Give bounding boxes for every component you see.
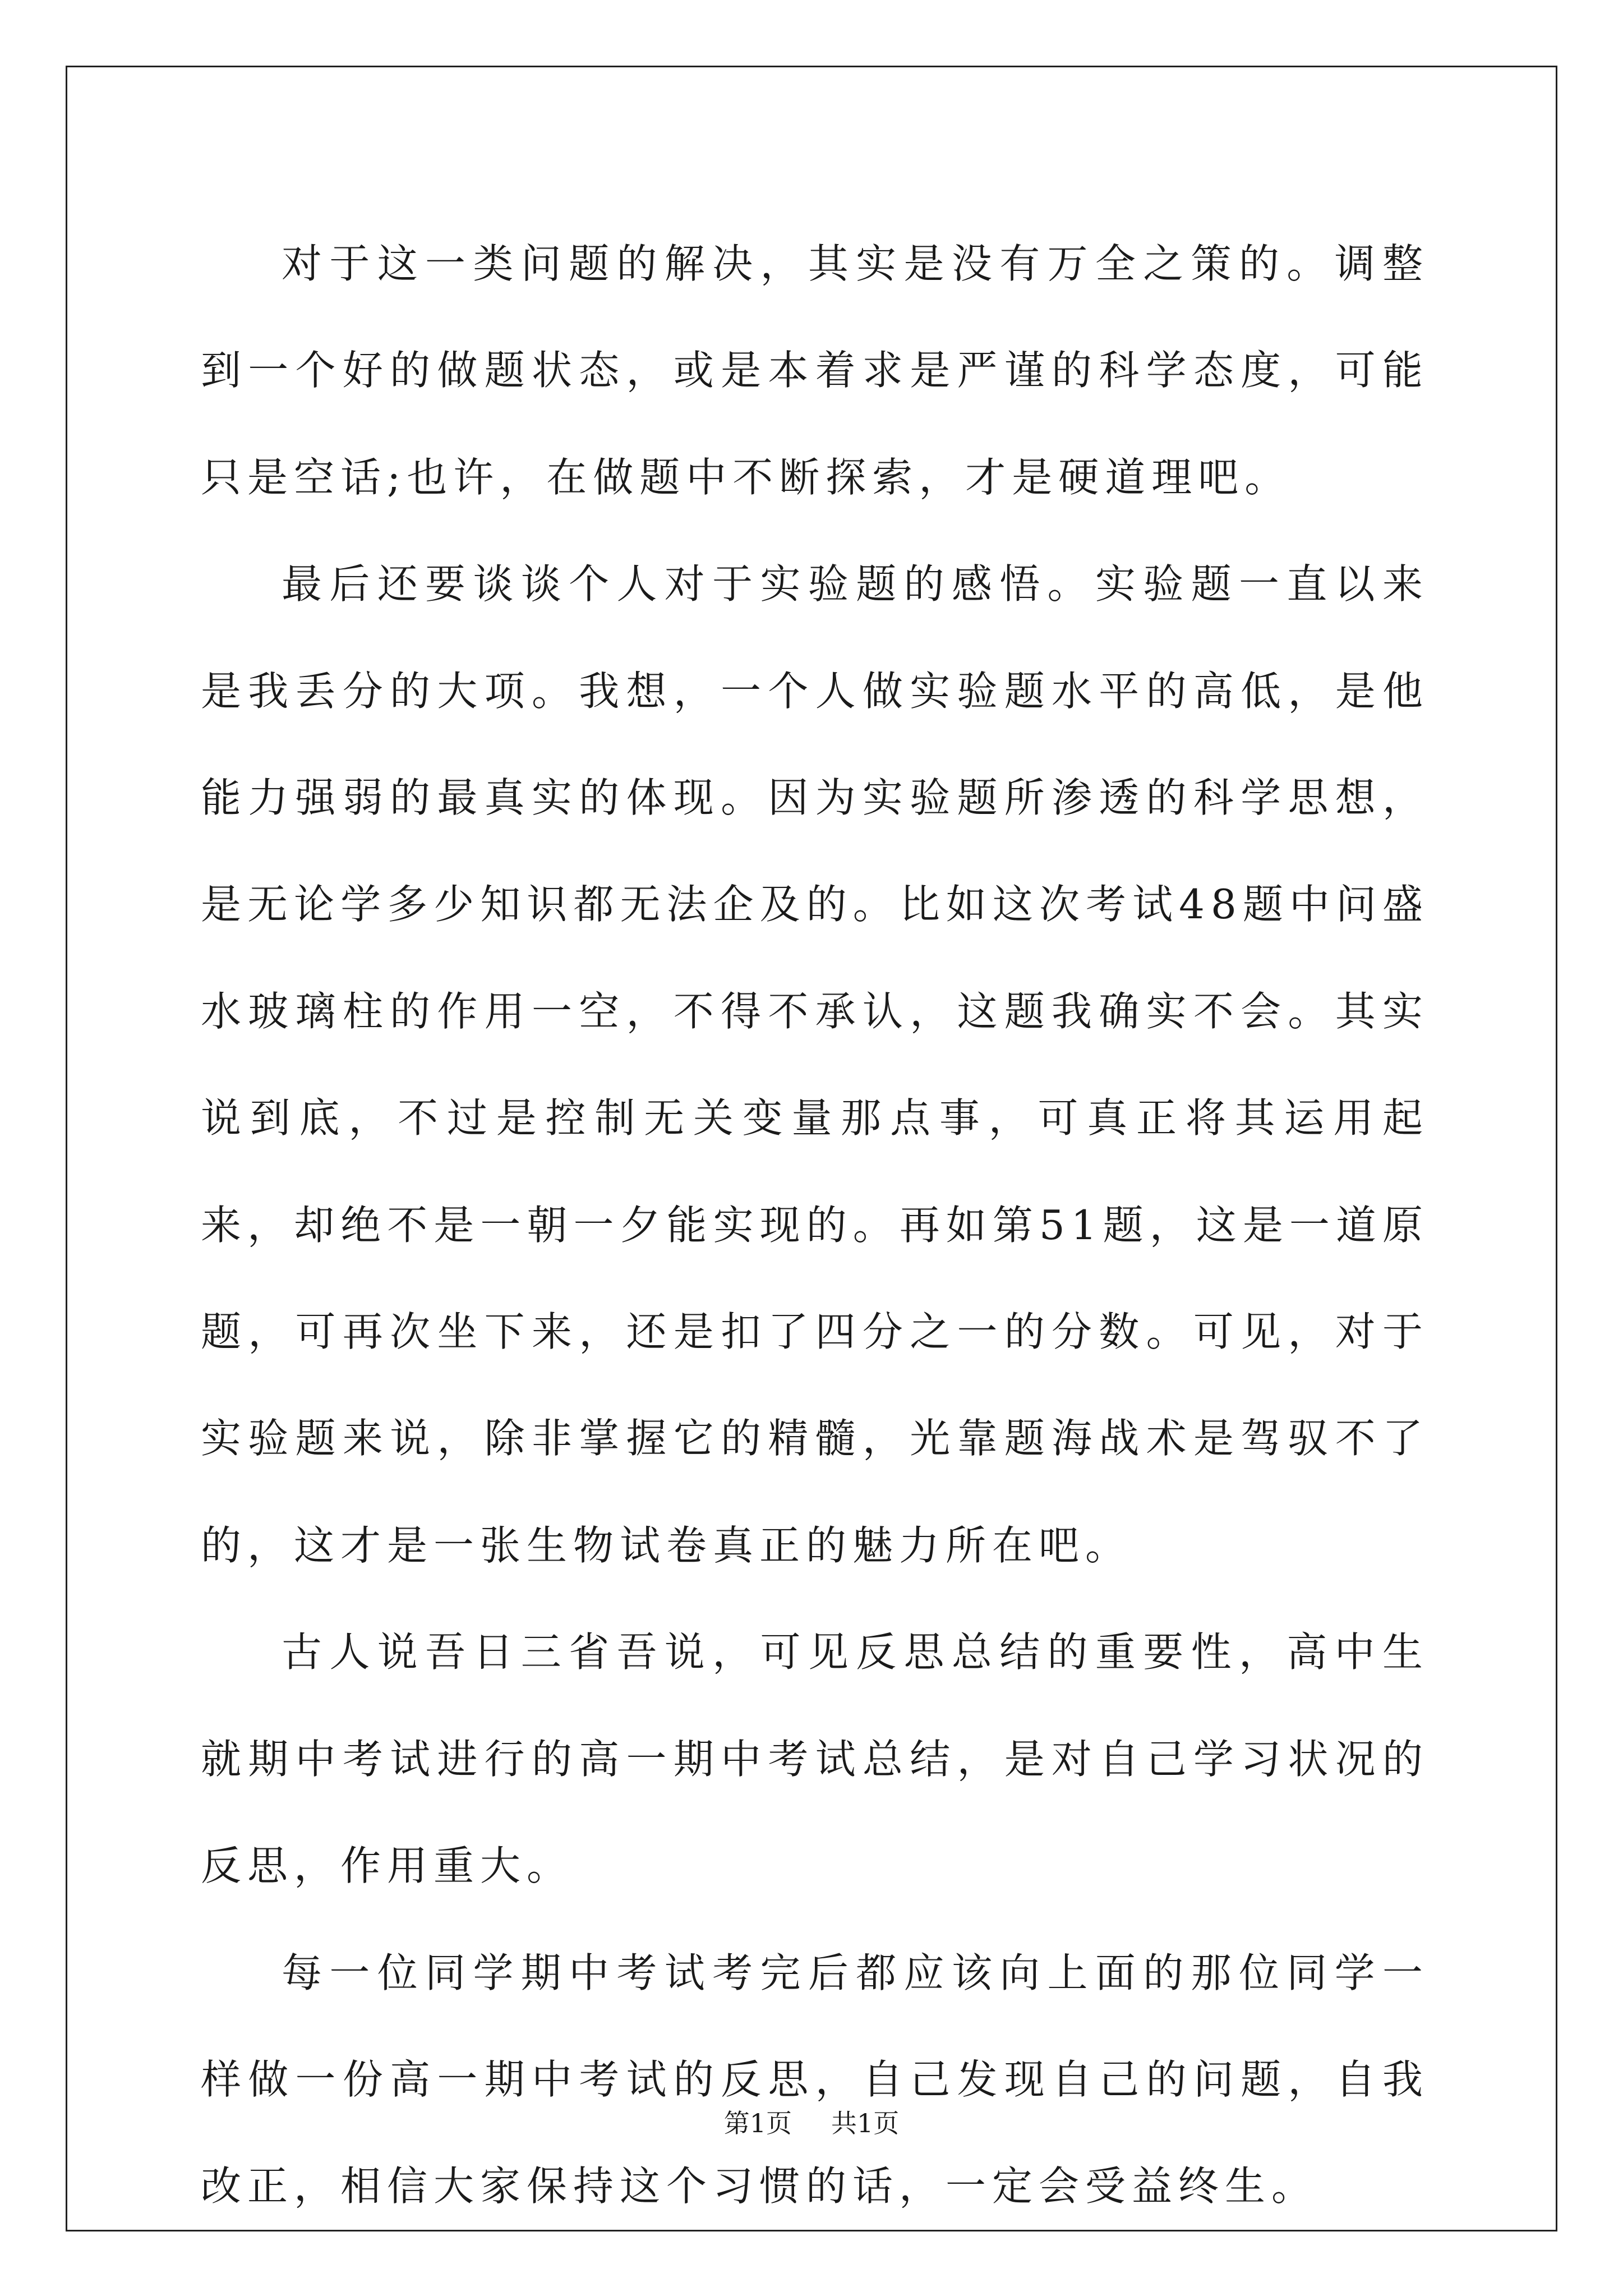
paragraph: 最后还要谈谈个人对于实验题的感悟。实验题一直以来是我丢分的大项。我想，一个人做实验题水平的高低，是他能力强弱的最真实的体现。因为实验题所渗透的科学思想，是无论学多少知识都无法企及的。比如这次考试48题中问盛水玻璃柱的作用一空，不得不承认，这题我确实不会。其实说到底，不过是控制无关变量那点事，可真正将其运用起来，却绝不是一朝一夕能实现的。再如第51题，这是一道原题，可再次坐下来，还是扣了四分之一的分数。可见，对于实验题来说，除非掌握它的精髓，光靠题海战术是驾驭不了的，这才是一张生物试卷真正的魅力所在吧。 <box>201 560 1429 1569</box>
paragraph: 每一位同学期中考试考完后都应该向上面的那位同学一样做一份高一期中考试的反思，自己发现自己的问题，自我改正，相信大家保持这个习惯的话，一定会受益终生。 <box>201 1949 1429 2210</box>
paragraph: 古人说吾日三省吾说，可见反思总结的重要性，高中生就期中考试进行的高一期中考试总结，是对自己学习状况的反思，作用重大。 <box>201 1628 1429 1890</box>
document-body <box>201 210 1429 2240</box>
page-footer <box>0 2106 1623 2140</box>
page-number: 第1页 <box>723 2108 792 2138</box>
page-total: 共1页 <box>831 2108 900 2138</box>
paragraph: 对于这一类问题的解决，其实是没有万全之策的。调整到一个好的做题状态，或是本着求是严谨的科学态度，可能只是空话;也许，在做题中不断探索，才是硬道理吧。 <box>201 240 1429 501</box>
